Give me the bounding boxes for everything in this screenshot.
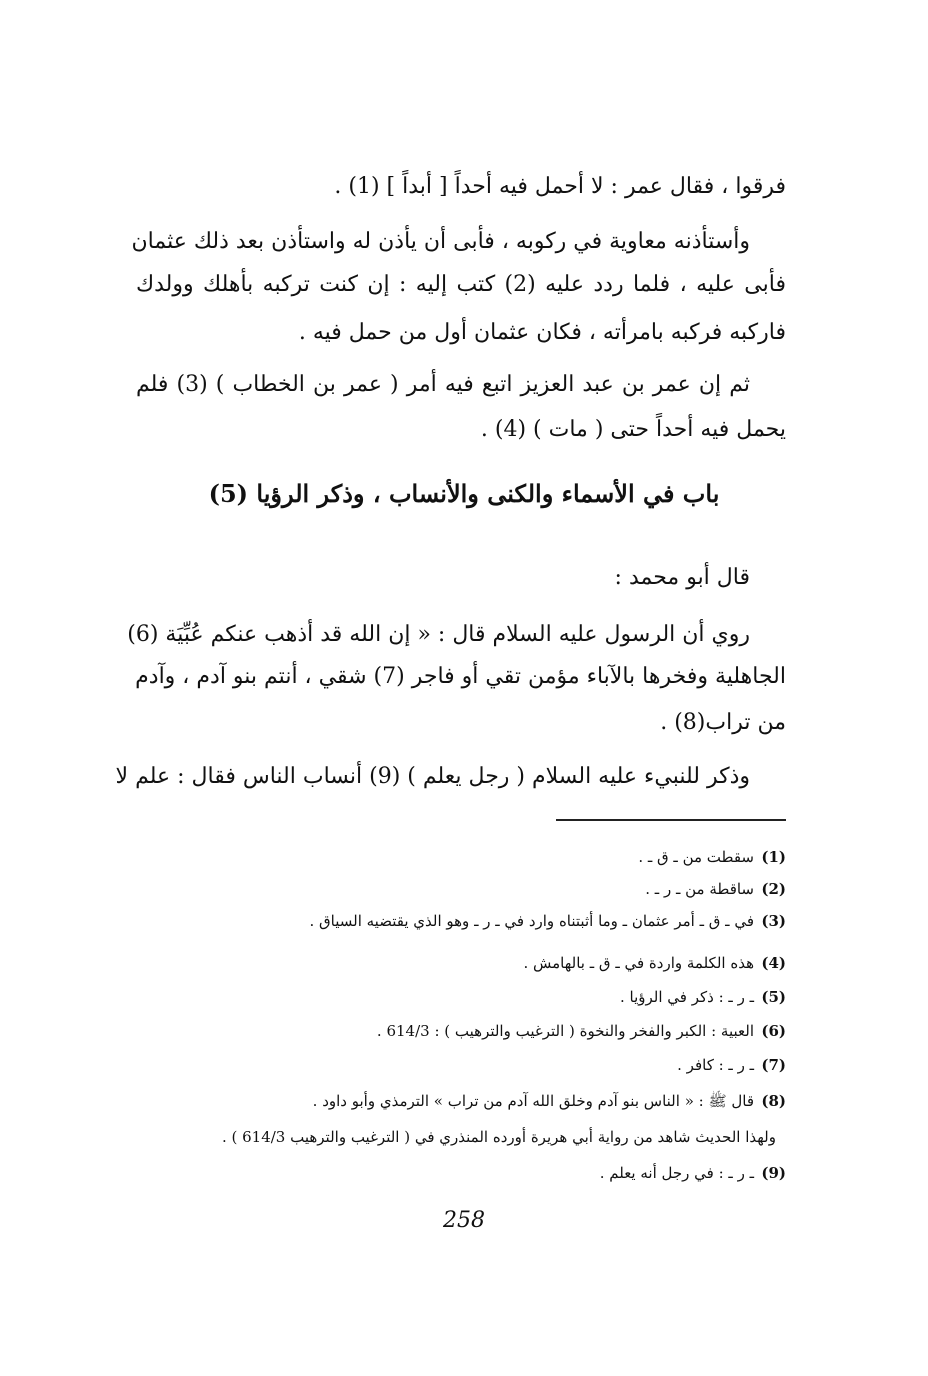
footnote-number: (5) [761,988,786,1006]
footnote-text: قال ﷺ : « الناس بنو آدم وخلق الله آدم من تراب » الترمذي وأبو داود . [312,1092,754,1110]
footnote-text: سقطت من ـ ق ـ . [638,848,754,866]
footnote-text: ـ ر ـ : ذكر في الرؤيا . [619,988,754,1006]
footnote-8 [136,1090,786,1112]
section-heading: باب في الأسماء والكنى والأنساب ، وذكر الرؤيا (5) [208,479,720,508]
body-line-10: من تراب(8) . [660,710,786,735]
footnote-rule [556,819,786,821]
footnote-number: (7) [761,1056,786,1074]
body-line-3: فأبى عليه ، فلما ردد عليه (2) كتب إليه : إن كنت تركبه بأهلك وولدك [136,272,786,297]
footnote-number: (2) [761,880,786,898]
footnote-number: (8) [761,1092,786,1110]
body-line-9: الجاهلية وفخرها بالآباء مؤمن تقي أو فاجر (7) شقي ، أنتم بنو آدم ، وآدم [135,664,786,689]
footnote-3 [136,910,786,932]
body-line-1: فرقوا ، فقال عمر : لا أحمل فيه أحداً [ أبداً ] (1) . [334,174,786,199]
footnote-text: العبية : الكبر والفخر والنخوة ( الترغيب والترهيب ) : 614/3 . [376,1022,754,1040]
footnote-number: (9) [761,1164,786,1182]
footnote-number: (3) [761,912,786,930]
footnote-number: (1) [761,848,786,866]
body-line-2: وأستأذنه معاوية في ركوبه ، فأبى أن يأذن له واستأذن بعد ذلك عثمان [131,229,750,254]
footnote-number: (4) [761,954,786,972]
body-line-11: وذكر للنبيء عليه السلام ( رجل يعلم ) (9) أنساب الناس فقال : علم لا [115,764,750,789]
footnote-6 [136,1020,786,1042]
page-number: 258 [443,1208,485,1233]
footnote-text: هذه الكلمة واردة في ـ ق ـ بالهامش . [523,954,754,972]
footnote-text: ـ ر ـ : في رجل أنه يعلم . [599,1164,754,1182]
footnote-text: ساقطة من ـ ر ـ . [645,880,754,898]
footnote-1 [136,846,786,868]
body-line-6: يحمل فيه أحداً حتى ( مات ) (4) . [480,417,786,442]
footnote-8-continuation: ولهذا الحديث شاهد من رواية أبي هريرة أورده المنذري في ( الترغيب والترهيب 614/3 ) . [221,1128,776,1146]
footnote-text: ـ ر ـ : كافر . [677,1056,754,1074]
footnote-text: في ـ ق ـ أمر عثمان ـ وما أثبتناه وارد في ـ ر ـ وهو الذي يقتضيه السياق . [309,912,754,930]
footnote-2 [136,878,786,900]
body-line-7: قال أبو محمد : [614,565,750,590]
body-line-8: روي أن الرسول عليه السلام قال : « إن الله قد أذهب عنكم عُبِّيَة (6) [127,622,750,647]
footnote-7 [136,1054,786,1076]
footnote-4 [136,952,786,974]
body-line-5: ثم إن عمر بن عبد العزيز اتبع فيه أمر ( عمر بن الخطاب ) (3) فلم [136,372,750,397]
body-line-4: فاركبه فركبه بامرأته ، فكان عثمان أول من حمل فيه . [298,320,786,345]
footnote-number: (6) [761,1022,786,1040]
footnote-5 [136,986,786,1008]
footnote-9 [136,1162,786,1184]
